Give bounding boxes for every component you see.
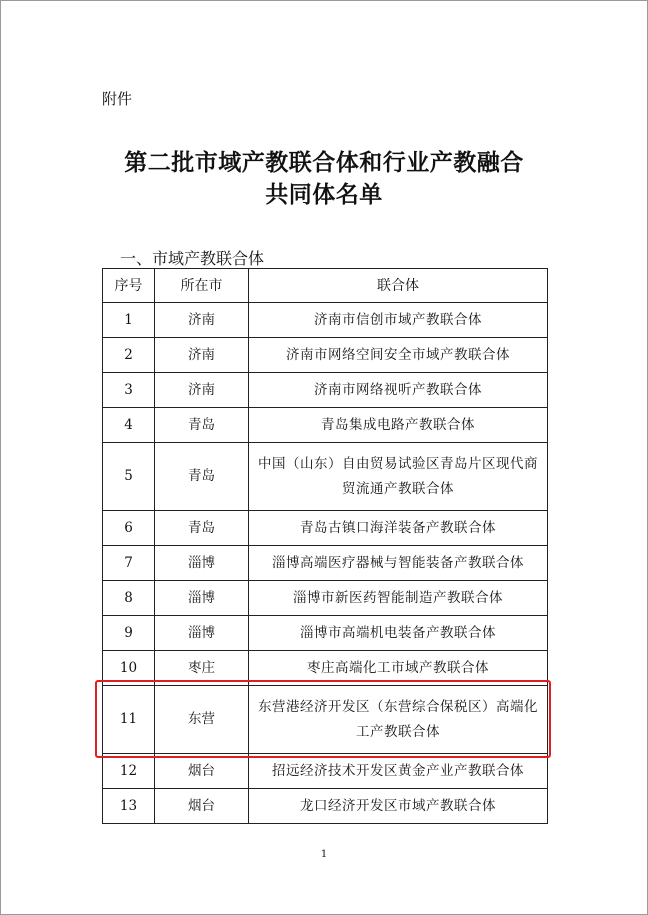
table-row [103, 546, 548, 581]
row-alliance-name: 淄博市新医药智能制造产教联合体 [249, 581, 548, 616]
table-row [103, 616, 548, 651]
table-row [103, 754, 548, 789]
table-header-row [103, 269, 548, 303]
table-row [103, 511, 548, 546]
row-city: 烟台 [155, 754, 249, 789]
row-number: 9 [103, 616, 155, 651]
row-alliance-name: 招远经济技术开发区黄金产业产教联合体 [249, 754, 548, 789]
row-number: 11 [103, 686, 155, 754]
row-number: 12 [103, 754, 155, 789]
row-alliance-name: 青岛古镇口海洋装备产教联合体 [249, 511, 548, 546]
row-city: 青岛 [155, 511, 249, 546]
row-city: 济南 [155, 373, 249, 408]
red-highlight-box [95, 680, 551, 758]
table-row [103, 581, 548, 616]
document-title-line-2: 共同体名单 [265, 181, 383, 208]
table-row [103, 338, 548, 373]
row-city: 烟台 [155, 789, 249, 824]
table-row [103, 408, 548, 443]
row-alliance-name: 济南市网络视听产教联合体 [249, 373, 548, 408]
attachment-label: 附件 [102, 90, 133, 108]
table-row [103, 303, 548, 338]
header-number: 序号 [103, 269, 155, 303]
row-alliance-name: 淄博市高端机电装备产教联合体 [249, 616, 548, 651]
row-number: 7 [103, 546, 155, 581]
table-row [103, 443, 548, 511]
row-city: 青岛 [155, 443, 249, 511]
row-alliance-name: 中国（山东）自由贸易试验区青岛片区现代商贸流通产教联合体 [249, 443, 548, 511]
row-number: 1 [103, 303, 155, 338]
row-alliance-name: 青岛集成电路产教联合体 [249, 408, 548, 443]
row-number: 5 [103, 443, 155, 511]
row-city: 济南 [155, 338, 249, 373]
row-city: 枣庄 [155, 651, 249, 686]
row-number: 10 [103, 651, 155, 686]
row-city: 青岛 [155, 408, 249, 443]
row-alliance-name: 东营港经济开发区（东营综合保税区）高端化工产教联合体 [249, 686, 548, 754]
row-number: 2 [103, 338, 155, 373]
row-alliance-name: 济南市信创市域产教联合体 [249, 303, 548, 338]
section-heading: 一、市域产教联合体 [120, 249, 265, 268]
header-city: 所在市 [155, 269, 249, 303]
row-number: 3 [103, 373, 155, 408]
table-row [103, 373, 548, 408]
row-alliance-name: 枣庄高端化工市域产教联合体 [249, 651, 548, 686]
document-title-line-1: 第二批市域产教联合体和行业产教融合 [124, 149, 524, 176]
row-number: 6 [103, 511, 155, 546]
row-alliance-name: 龙口经济开发区市域产教联合体 [249, 789, 548, 824]
table-row [103, 789, 548, 824]
header-alliance: 联合体 [249, 269, 548, 303]
row-number: 8 [103, 581, 155, 616]
page-number: 1 [320, 849, 328, 860]
row-alliance-name: 济南市网络空间安全市域产教联合体 [249, 338, 548, 373]
row-city: 淄博 [155, 546, 249, 581]
row-city: 淄博 [155, 616, 249, 651]
row-city: 淄博 [155, 581, 249, 616]
row-alliance-name: 淄博高端医疗器械与智能装备产教联合体 [249, 546, 548, 581]
row-number: 13 [103, 789, 155, 824]
row-number: 4 [103, 408, 155, 443]
row-city: 济南 [155, 303, 249, 338]
row-city: 东营 [155, 686, 249, 754]
